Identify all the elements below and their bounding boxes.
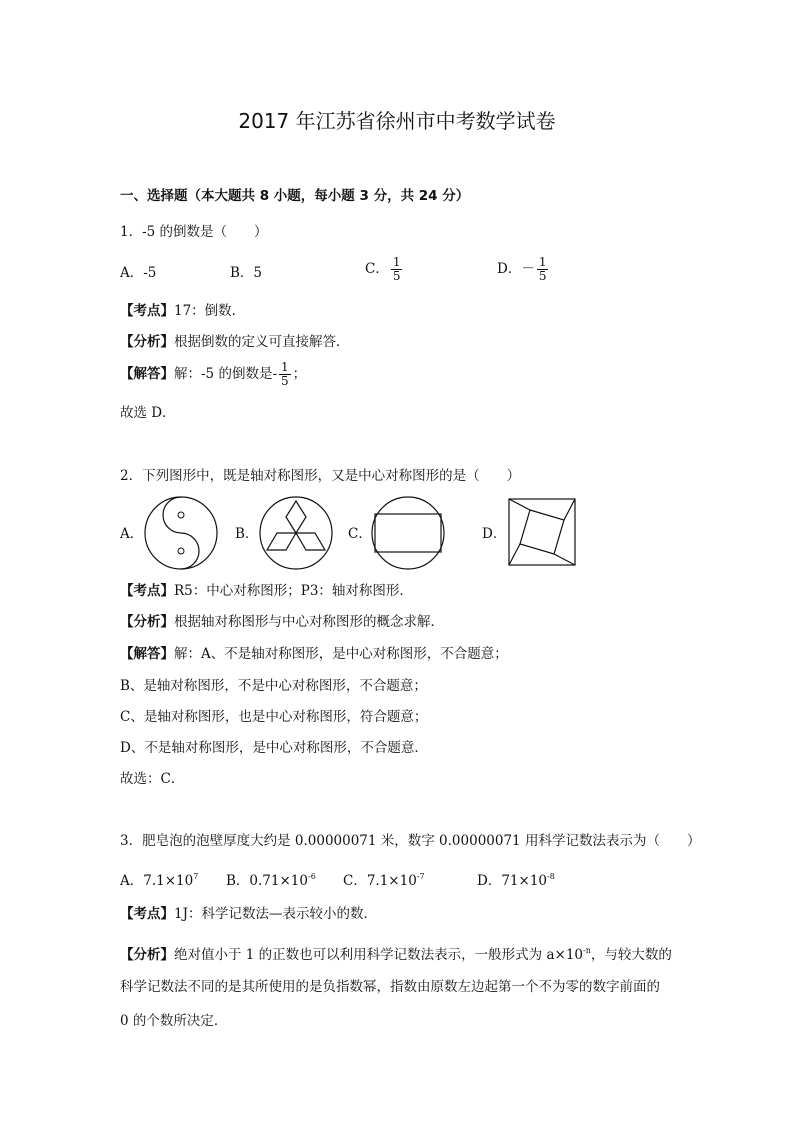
- option-base: C．7.1×10: [343, 873, 417, 889]
- jieda-tag: 【解答】: [120, 646, 174, 662]
- q2-stem: 2．下列图形中，既是轴对称图形，又是中心对称图形的是（ ）: [120, 468, 521, 484]
- q2-kaodian: [120, 582, 413, 600]
- fenxi-text: 绝对值小于 1 的正数也可以利用科学记数法表示，一般形式为 a×10: [174, 947, 584, 963]
- q1-option-c: [365, 256, 404, 283]
- jieda-text: 解：-5 的倒数是-: [174, 366, 278, 382]
- fraction-numerator: 1: [281, 360, 289, 374]
- q2-jieda: [120, 645, 508, 663]
- circle-rectangle-figure: [370, 495, 446, 571]
- page-title: 2017 年江苏省徐州市中考数学试卷: [238, 109, 556, 133]
- fraction-denominator: 5: [538, 269, 547, 283]
- q1-conclusion: 故选 D．: [120, 405, 176, 421]
- option-base: A．7.1×10: [120, 873, 194, 889]
- q1-option-c-label: C．: [365, 261, 389, 277]
- jieda-tag: 【解答】: [120, 366, 174, 382]
- fenxi-text: 根据倒数的定义可直接解答．: [174, 334, 350, 350]
- q3-option-d: [477, 868, 555, 890]
- yin-yang-figure: [143, 495, 219, 571]
- kaodian-tag: 【考点】: [120, 303, 174, 319]
- fraction-denominator: 5: [281, 374, 289, 388]
- q3-kaodian: [120, 905, 377, 923]
- fenxi-text-end: ，与较大数的: [590, 947, 672, 963]
- q2-label-a: A．: [120, 526, 144, 542]
- q3-option-b: [226, 868, 316, 890]
- q2-label-b: B．: [235, 526, 259, 542]
- kaodian-text: 17：倒数．: [174, 303, 246, 319]
- square-pinwheel-figure: [508, 498, 576, 566]
- fenxi-tag: 【分析】: [120, 334, 174, 350]
- jieda-fraction: [279, 361, 291, 388]
- q2-label-c: C．: [348, 526, 372, 542]
- q3-fenxi: [120, 942, 672, 964]
- q1-stem: 1．-5 的倒数是（ ）: [120, 224, 268, 240]
- q3-option-a: [120, 868, 198, 890]
- q2-conclusion: 故选：C．: [120, 771, 185, 787]
- kaodian-text: R5：中心对称图形；P3：轴对称图形．: [174, 583, 413, 599]
- q2-fenxi: [120, 613, 444, 631]
- fraction-numerator: 1: [538, 255, 547, 269]
- q1-option-d: [497, 256, 550, 283]
- q2-jieda-line-d: D、不是轴对称图形，是中心对称图形，不合题意．: [120, 740, 428, 756]
- option-exponent: -8: [547, 872, 555, 881]
- q2-label-d: D．: [482, 526, 507, 542]
- kaodian-tag: 【考点】: [120, 583, 174, 599]
- fenxi-exponent: -n: [583, 946, 591, 955]
- q1-option-d-label: D．－: [497, 261, 535, 277]
- q1-option-d-fraction: [537, 256, 549, 283]
- jieda-line: 解：A、不是轴对称图形，是中心对称图形，不合题意；: [174, 646, 508, 662]
- option-exponent: -7: [416, 872, 425, 881]
- fraction-denominator: 5: [392, 269, 401, 283]
- q1-fenxi: [120, 333, 350, 351]
- kaodian-text: 1J：科学记数法—表示较小的数．: [174, 906, 378, 922]
- q1-jieda: [120, 359, 306, 389]
- fenxi-text: 根据轴对称图形与中心对称图形的概念求解．: [174, 614, 444, 630]
- q1-option-a: A．-5: [120, 265, 157, 281]
- q1-option-b: B．5: [230, 265, 263, 281]
- option-base: D．71×10: [477, 873, 547, 889]
- q2-jieda-line-c: C、是轴对称图形，也是中心对称图形，符合题意；: [120, 709, 428, 725]
- three-diamond-figure: [258, 495, 334, 571]
- option-exponent: -6: [307, 872, 316, 881]
- fenxi-tag: 【分析】: [120, 947, 174, 963]
- q3-fenxi-line-2: 科学记数法不同的是其所使用的是负指数幂，指数由原数左边起第一个不为零的数字前面的: [120, 979, 660, 995]
- option-base: B．0.71×10: [226, 873, 308, 889]
- jieda-text-end: ；: [292, 366, 307, 382]
- q1-kaodian: [120, 302, 245, 320]
- q3-stem: 3．肥皂泡的泡壁厚度大约是 0.00000071 米，数字 0.00000071 用科学记数法表示为（ ）: [120, 833, 701, 849]
- q1-option-c-fraction: [391, 256, 403, 283]
- q2-jieda-line-b: B、是轴对称图形，不是中心对称图形，不合题意；: [120, 678, 427, 694]
- option-exponent: 7: [193, 872, 199, 881]
- fenxi-tag: 【分析】: [120, 614, 174, 630]
- fraction-numerator: 1: [392, 255, 401, 269]
- q3-option-c: [343, 868, 425, 890]
- q3-fenxi-line-3: 0 的个数所决定．: [120, 1013, 228, 1029]
- section-heading: 一、选择题（本大题共 8 小题，每小题 3 分，共 24 分）: [120, 188, 470, 204]
- kaodian-tag: 【考点】: [120, 906, 174, 922]
